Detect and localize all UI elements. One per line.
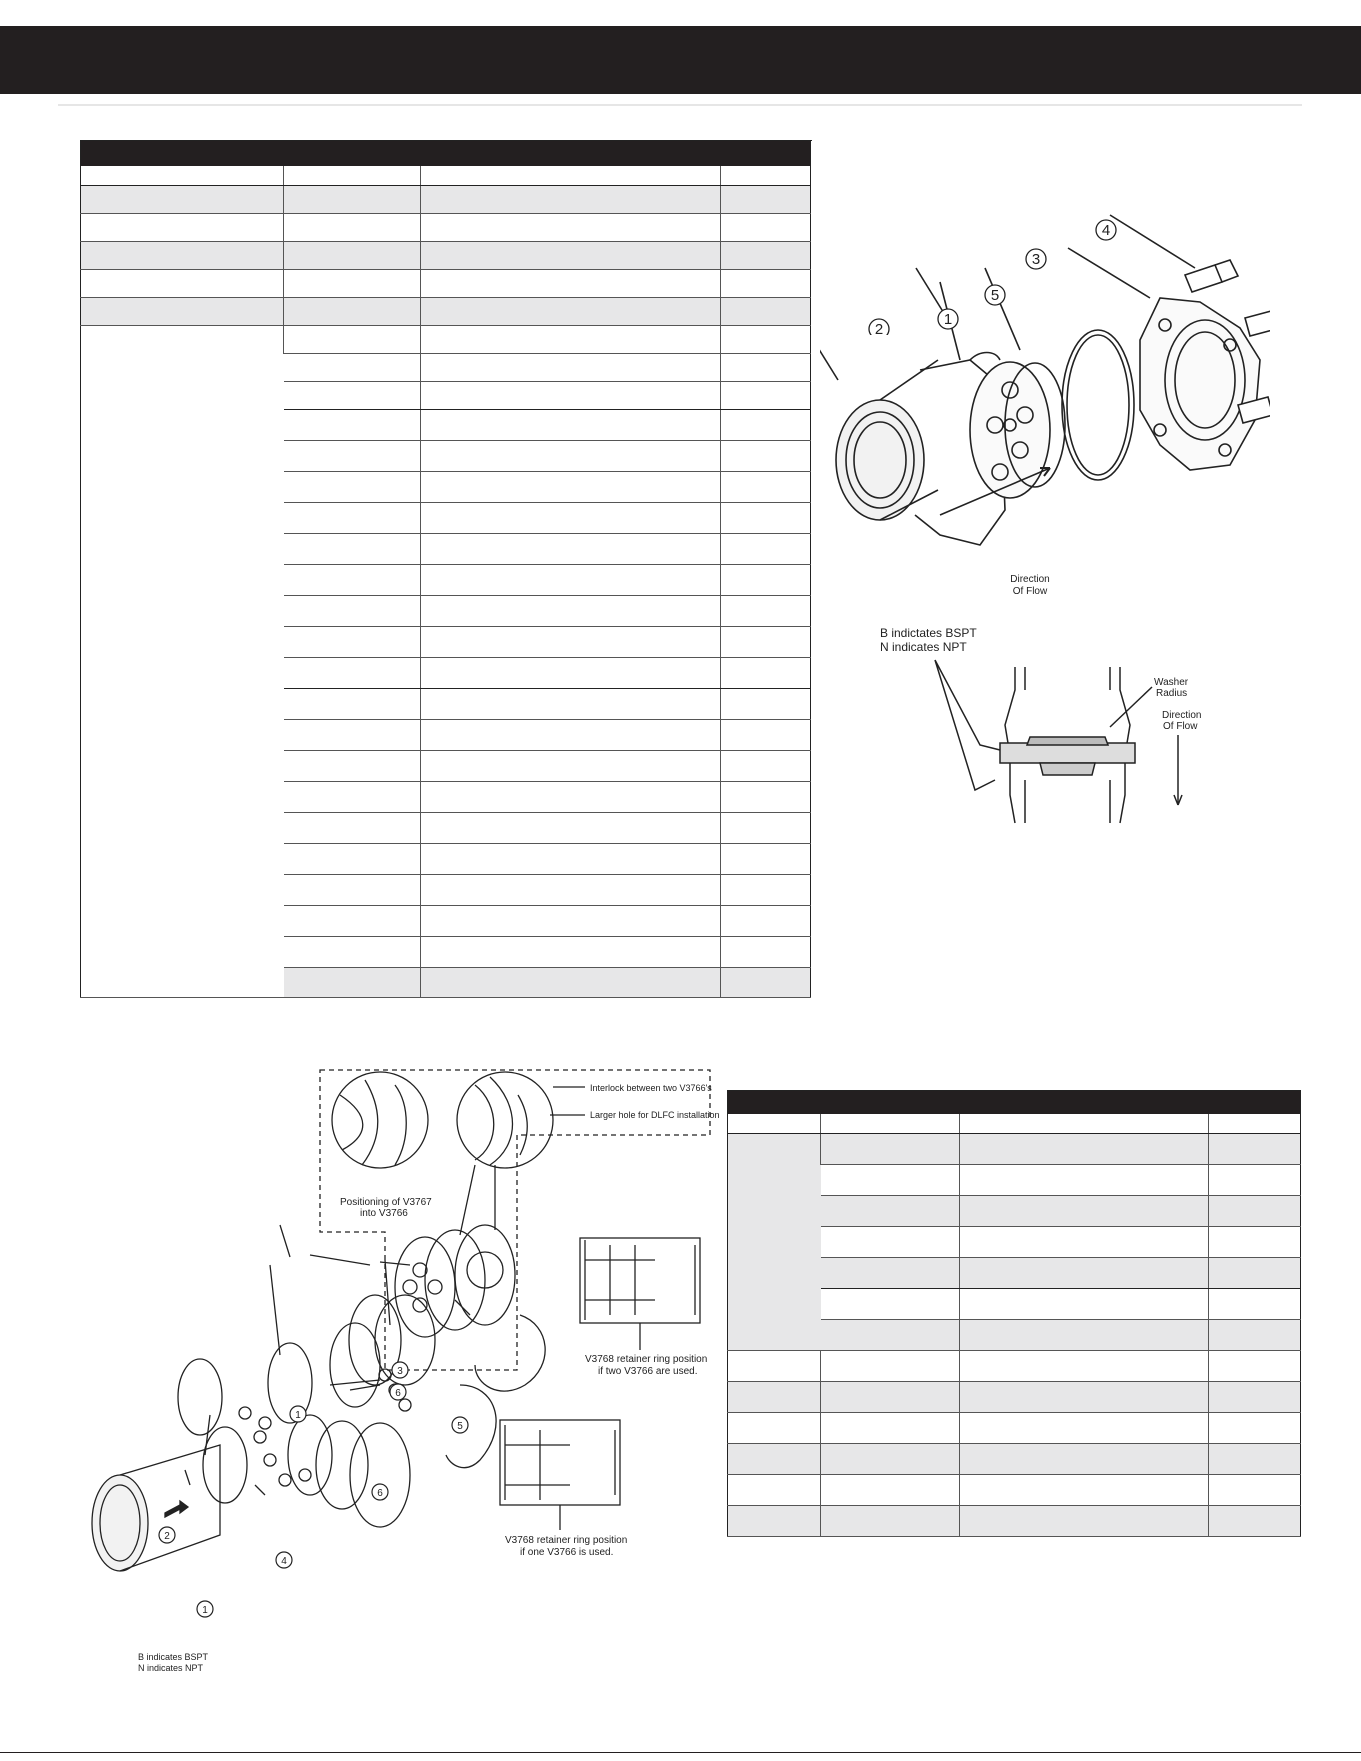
svg-text:into V3766: into V3766 bbox=[360, 1208, 408, 1219]
parts-table-top bbox=[80, 140, 811, 998]
npt-note: N indicates NPT bbox=[138, 1663, 204, 1673]
interlock-label: Interlock between two V3766's bbox=[590, 1083, 712, 1093]
npt-note: N indicates NPT bbox=[880, 640, 967, 654]
table-row bbox=[728, 1506, 1301, 1537]
svg-text:6: 6 bbox=[377, 1488, 383, 1499]
larger-hole-label: Larger hole for DLFC installation bbox=[590, 1110, 720, 1120]
table-title-bar bbox=[728, 1091, 1301, 1114]
svg-text:if two V3766 are used.: if two V3766 are used. bbox=[598, 1366, 698, 1377]
footer-rule bbox=[0, 1752, 1361, 1753]
bspt-note: B indictates BSPT bbox=[880, 626, 977, 640]
table-row bbox=[81, 270, 811, 298]
positioning-label: Positioning of V3767 bbox=[340, 1197, 432, 1208]
callout-label: 1 bbox=[943, 311, 953, 328]
svg-text:1: 1 bbox=[202, 1605, 208, 1616]
callout-label: 5 bbox=[990, 287, 1000, 304]
table-row bbox=[81, 242, 811, 270]
cross-section-diagram bbox=[880, 625, 1210, 835]
svg-text:Direction: Direction bbox=[1010, 574, 1050, 585]
table-row bbox=[728, 1134, 1301, 1165]
table-row bbox=[81, 326, 811, 354]
table-row bbox=[728, 1475, 1301, 1506]
svg-text:5: 5 bbox=[457, 1421, 463, 1432]
table-row bbox=[728, 1413, 1301, 1444]
bspt-note: B indicates BSPT bbox=[138, 1652, 209, 1662]
retainer-one-label: V3768 retainer ring position bbox=[505, 1535, 628, 1546]
dlfc-exploded-diagram bbox=[80, 1065, 720, 1685]
header-rule bbox=[58, 104, 1302, 106]
svg-text:4: 4 bbox=[281, 1556, 287, 1567]
header-bar bbox=[0, 26, 1361, 94]
callout-label: 3 bbox=[1031, 251, 1041, 268]
table-title-bar bbox=[81, 141, 811, 166]
table-row bbox=[81, 186, 811, 214]
flow-label-top bbox=[985, 570, 1085, 600]
svg-text:1: 1 bbox=[295, 1410, 301, 1421]
table-row bbox=[81, 298, 811, 326]
callout-label: 4 bbox=[1101, 222, 1111, 239]
svg-text:if one V3766 is used.: if one V3766 is used. bbox=[520, 1547, 614, 1558]
callout-label: 2 bbox=[874, 321, 884, 335]
table-row bbox=[81, 214, 811, 242]
svg-text:6: 6 bbox=[395, 1388, 401, 1399]
svg-text:Of Flow: Of Flow bbox=[1012, 586, 1048, 597]
flow-label: Direction bbox=[1162, 710, 1202, 721]
svg-text:Radius: Radius bbox=[1156, 688, 1188, 699]
parts-table-bottom bbox=[727, 1090, 1301, 1537]
svg-text:Of Flow: Of Flow bbox=[1163, 721, 1198, 732]
table-row bbox=[728, 1382, 1301, 1413]
svg-text:3: 3 bbox=[397, 1366, 403, 1377]
svg-text:2: 2 bbox=[164, 1531, 170, 1542]
table-row bbox=[728, 1444, 1301, 1475]
table-row bbox=[728, 1351, 1301, 1382]
washer-label: Washer bbox=[1154, 677, 1189, 688]
retainer-two-label: V3768 retainer ring position bbox=[585, 1354, 708, 1365]
callouts-top bbox=[860, 215, 1140, 335]
